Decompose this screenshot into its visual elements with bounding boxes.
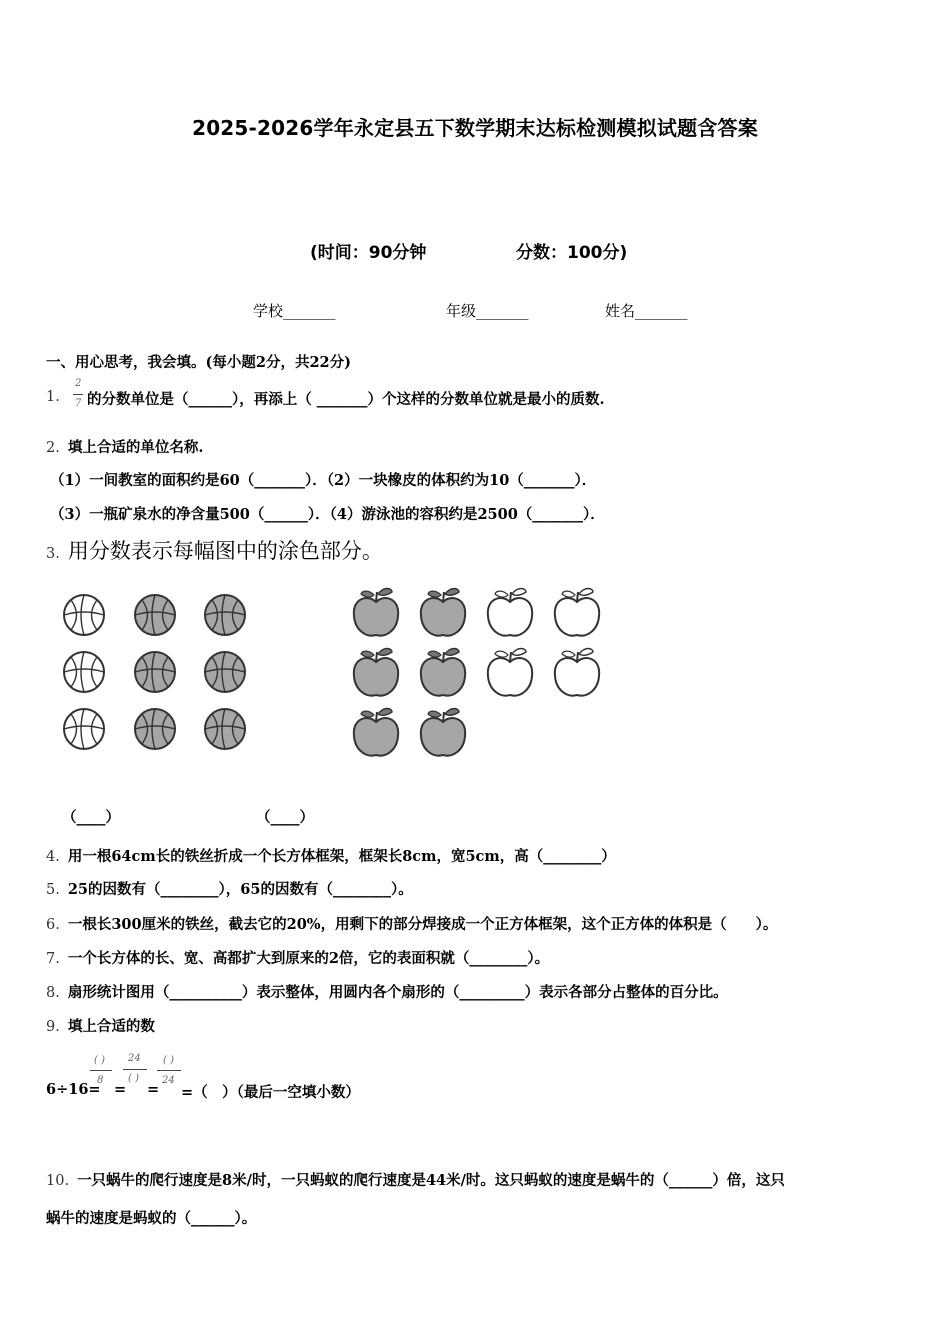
question-8-text: 扇形统计图用（__________）表示整体，用圆内各个扇形的（_________）表示各部分占整体的百分比。 [67,984,728,1001]
exam-time: (时间：90分钟 [310,243,427,263]
basketball-unshaded [64,709,104,749]
apple-shaded [354,709,398,756]
question-number: 1. [46,389,60,405]
question-number: 3. [46,546,60,562]
fraction-denominator: 7 [75,398,82,409]
question-number: 7. [46,951,60,967]
apple-shaded [421,589,465,636]
question-2-line-1: （1）一间教室的面积约是60（_______）．（2）一块橡皮的体积约为10（_______）． [50,472,597,489]
fraction-1-bar [90,1070,112,1071]
question-number: 8. [46,985,60,1001]
question-7-text: 一个长方体的长、宽、高都扩大到原来的2倍，它的表面积就（________）。 [67,950,550,967]
question-number: 2. [46,440,60,456]
section-1-heading: 一、用心思考，我会填。(每小题2分，共22分) [46,354,351,371]
basketball-unshaded [64,652,104,692]
grade-field[interactable]: 年级_______ [446,302,529,320]
question-10-line-2: 蜗牛的速度是蚂蚁的（______）。 [46,1210,257,1227]
question-10 [46,1169,785,1190]
school-field[interactable]: 学校_______ [253,302,336,320]
answer-blank-basketballs[interactable]: （____） [62,809,120,826]
question-9-text: 填上合适的数 [67,1018,155,1035]
basketball-shaded [205,652,245,692]
question-8 [46,981,728,1002]
question-number: 4. [46,849,60,865]
fraction-1-numerator[interactable]: ( ) [94,1055,105,1066]
basketball-shaded [135,652,175,692]
apple-unshaded [555,589,599,636]
basketball-shaded [205,709,245,749]
basketball-unshaded [64,595,104,635]
question-1-text: 的分数单位是（______），再添上（ _______）个这样的分数单位就是最小的质数. [87,391,605,408]
basketball-shaded [135,595,175,635]
apple-shaded [421,709,465,756]
question-4 [46,845,616,866]
fraction-2-denominator[interactable]: ( ) [128,1073,139,1084]
question-7 [46,947,549,968]
name-field[interactable]: 姓名_______ [605,302,688,320]
fraction-3-numerator[interactable]: ( ) [163,1055,174,1066]
equals-sign: = [147,1081,160,1098]
fraction-2-numerator: 24 [128,1053,141,1064]
question-2-line-2: （3）一瓶矿泉水的净含量500（______）．（4）游泳池的容积约是2500（_______）． [50,506,605,523]
question-3-text: 用分数表示每幅图中的涂色部分。 [67,539,383,563]
exam-score: 分数：100分) [516,243,628,263]
basketball-shaded [135,709,175,749]
question-6-text: 一根长300厘米的铁丝，截去它的20%，用剩下的部分焊接成一个正方体框架，这个正方体的体积是（ ）。 [67,916,778,933]
apple-unshaded [555,649,599,696]
question-number: 10. [46,1173,70,1189]
equation-tail: =（ ）（最后一空填小数） [181,1084,360,1101]
apple-shaded [354,589,398,636]
question-number: 9. [46,1019,60,1035]
fraction-2-bar [123,1069,147,1070]
answer-blank-apples[interactable]: （____） [256,809,314,826]
question-5-text: 25的因数有（________），65的因数有（________）。 [67,881,413,898]
basketball-shaded [205,595,245,635]
question-9 [46,1015,155,1036]
apple-shaded [354,649,398,696]
equation-lead: 6÷16= [46,1081,101,1098]
question-2-text: 填上合适的单位名称. [67,439,204,456]
question-6 [46,913,777,934]
fraction-numerator: 2 [75,378,82,389]
fraction-3-bar [157,1070,181,1071]
question-4-text: 用一根64cm长的铁丝折成一个长方体框架，框架长8cm，宽5cm，高（________） [67,848,616,865]
fraction-1-denominator: 8 [97,1075,104,1086]
apple-unshaded [488,649,532,696]
question-number: 5. [46,882,60,898]
question-number: 6. [46,917,60,933]
fraction-3-denominator: 24 [162,1075,175,1086]
apple-unshaded [488,589,532,636]
question-5 [46,878,413,899]
equals-sign: = [114,1081,127,1098]
page-title: 2025-2026学年永定县五下数学期末达标检测模拟试题含答案 [192,116,758,140]
question-10-line-1: 一只蜗牛的爬行速度是8米/时，一只蚂蚁的爬行速度是44米/时。这只蚂蚁的速度是蜗牛的（______）倍，这只 [77,1172,785,1189]
apple-shaded [421,649,465,696]
